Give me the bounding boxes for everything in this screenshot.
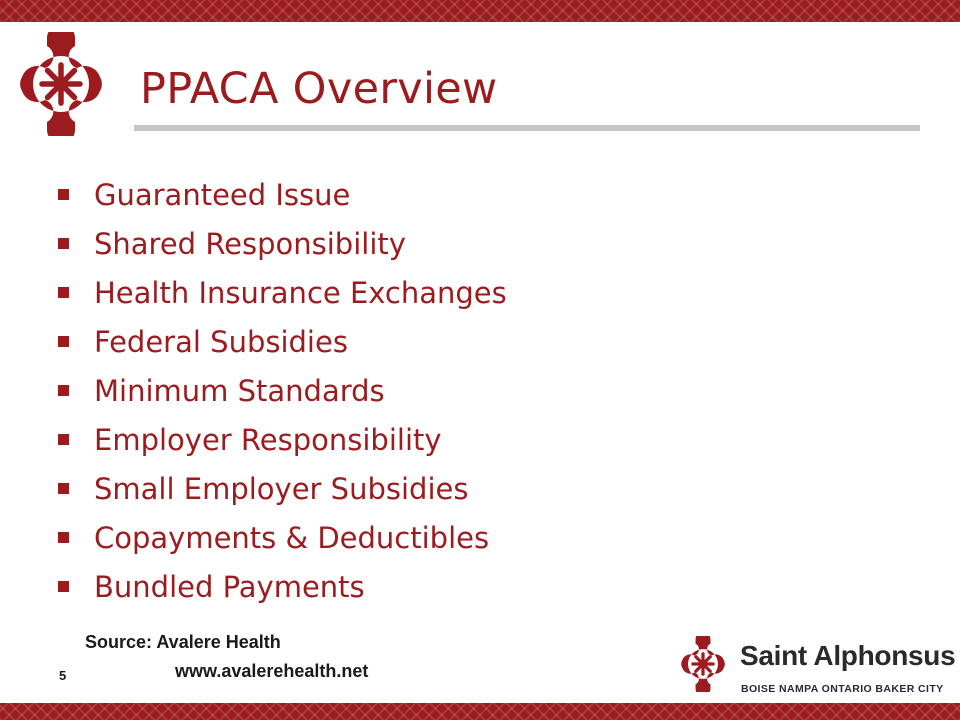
bullet-text: Guaranteed Issue <box>94 177 351 212</box>
bullet-square-icon <box>58 483 69 494</box>
cross-emblem-small-icon <box>679 636 727 692</box>
bullet-item <box>58 317 507 366</box>
bullet-text: Federal Subsidies <box>94 324 348 359</box>
bullet-item <box>58 366 507 415</box>
page-number: 5 <box>59 668 67 683</box>
title-underline <box>134 125 920 131</box>
bottom-decorative-band <box>0 703 960 720</box>
brand-logo <box>679 636 956 700</box>
slide-title: PPACA Overview <box>140 64 498 114</box>
bullet-item <box>58 170 507 219</box>
source-citation: Source: Avalere Health <box>85 632 281 652</box>
source-url-link[interactable]: www.avalerehealth.net <box>175 661 369 681</box>
bullet-square-icon <box>58 434 69 445</box>
bullet-item <box>58 268 507 317</box>
bullet-text: Health Insurance Exchanges <box>94 275 507 310</box>
brand-locations: BOISE NAMPA ONTARIO BAKER CITY <box>741 683 944 695</box>
top-decorative-band <box>0 0 960 22</box>
bullet-text: Small Employer Subsidies <box>94 471 469 506</box>
bullet-text: Employer Responsibility <box>94 422 442 457</box>
bullet-square-icon <box>58 385 69 396</box>
bullet-square-icon <box>58 336 69 347</box>
bullet-list <box>58 170 507 611</box>
bullet-item <box>58 562 507 611</box>
bullet-item <box>58 219 507 268</box>
bullet-item <box>58 464 507 513</box>
bullet-square-icon <box>58 238 69 249</box>
brand-name: Saint Alphonsus <box>740 640 956 671</box>
cross-emblem-icon <box>16 32 106 136</box>
bullet-text: Bundled Payments <box>94 569 365 604</box>
bullet-text: Shared Responsibility <box>94 226 406 261</box>
bullet-item <box>58 513 507 562</box>
bullet-square-icon <box>58 532 69 543</box>
bullet-square-icon <box>58 189 69 200</box>
bullet-text: Minimum Standards <box>94 373 385 408</box>
bullet-item <box>58 415 507 464</box>
bullet-text: Copayments & Deductibles <box>94 520 490 555</box>
bullet-square-icon <box>58 287 69 298</box>
bullet-square-icon <box>58 581 69 592</box>
